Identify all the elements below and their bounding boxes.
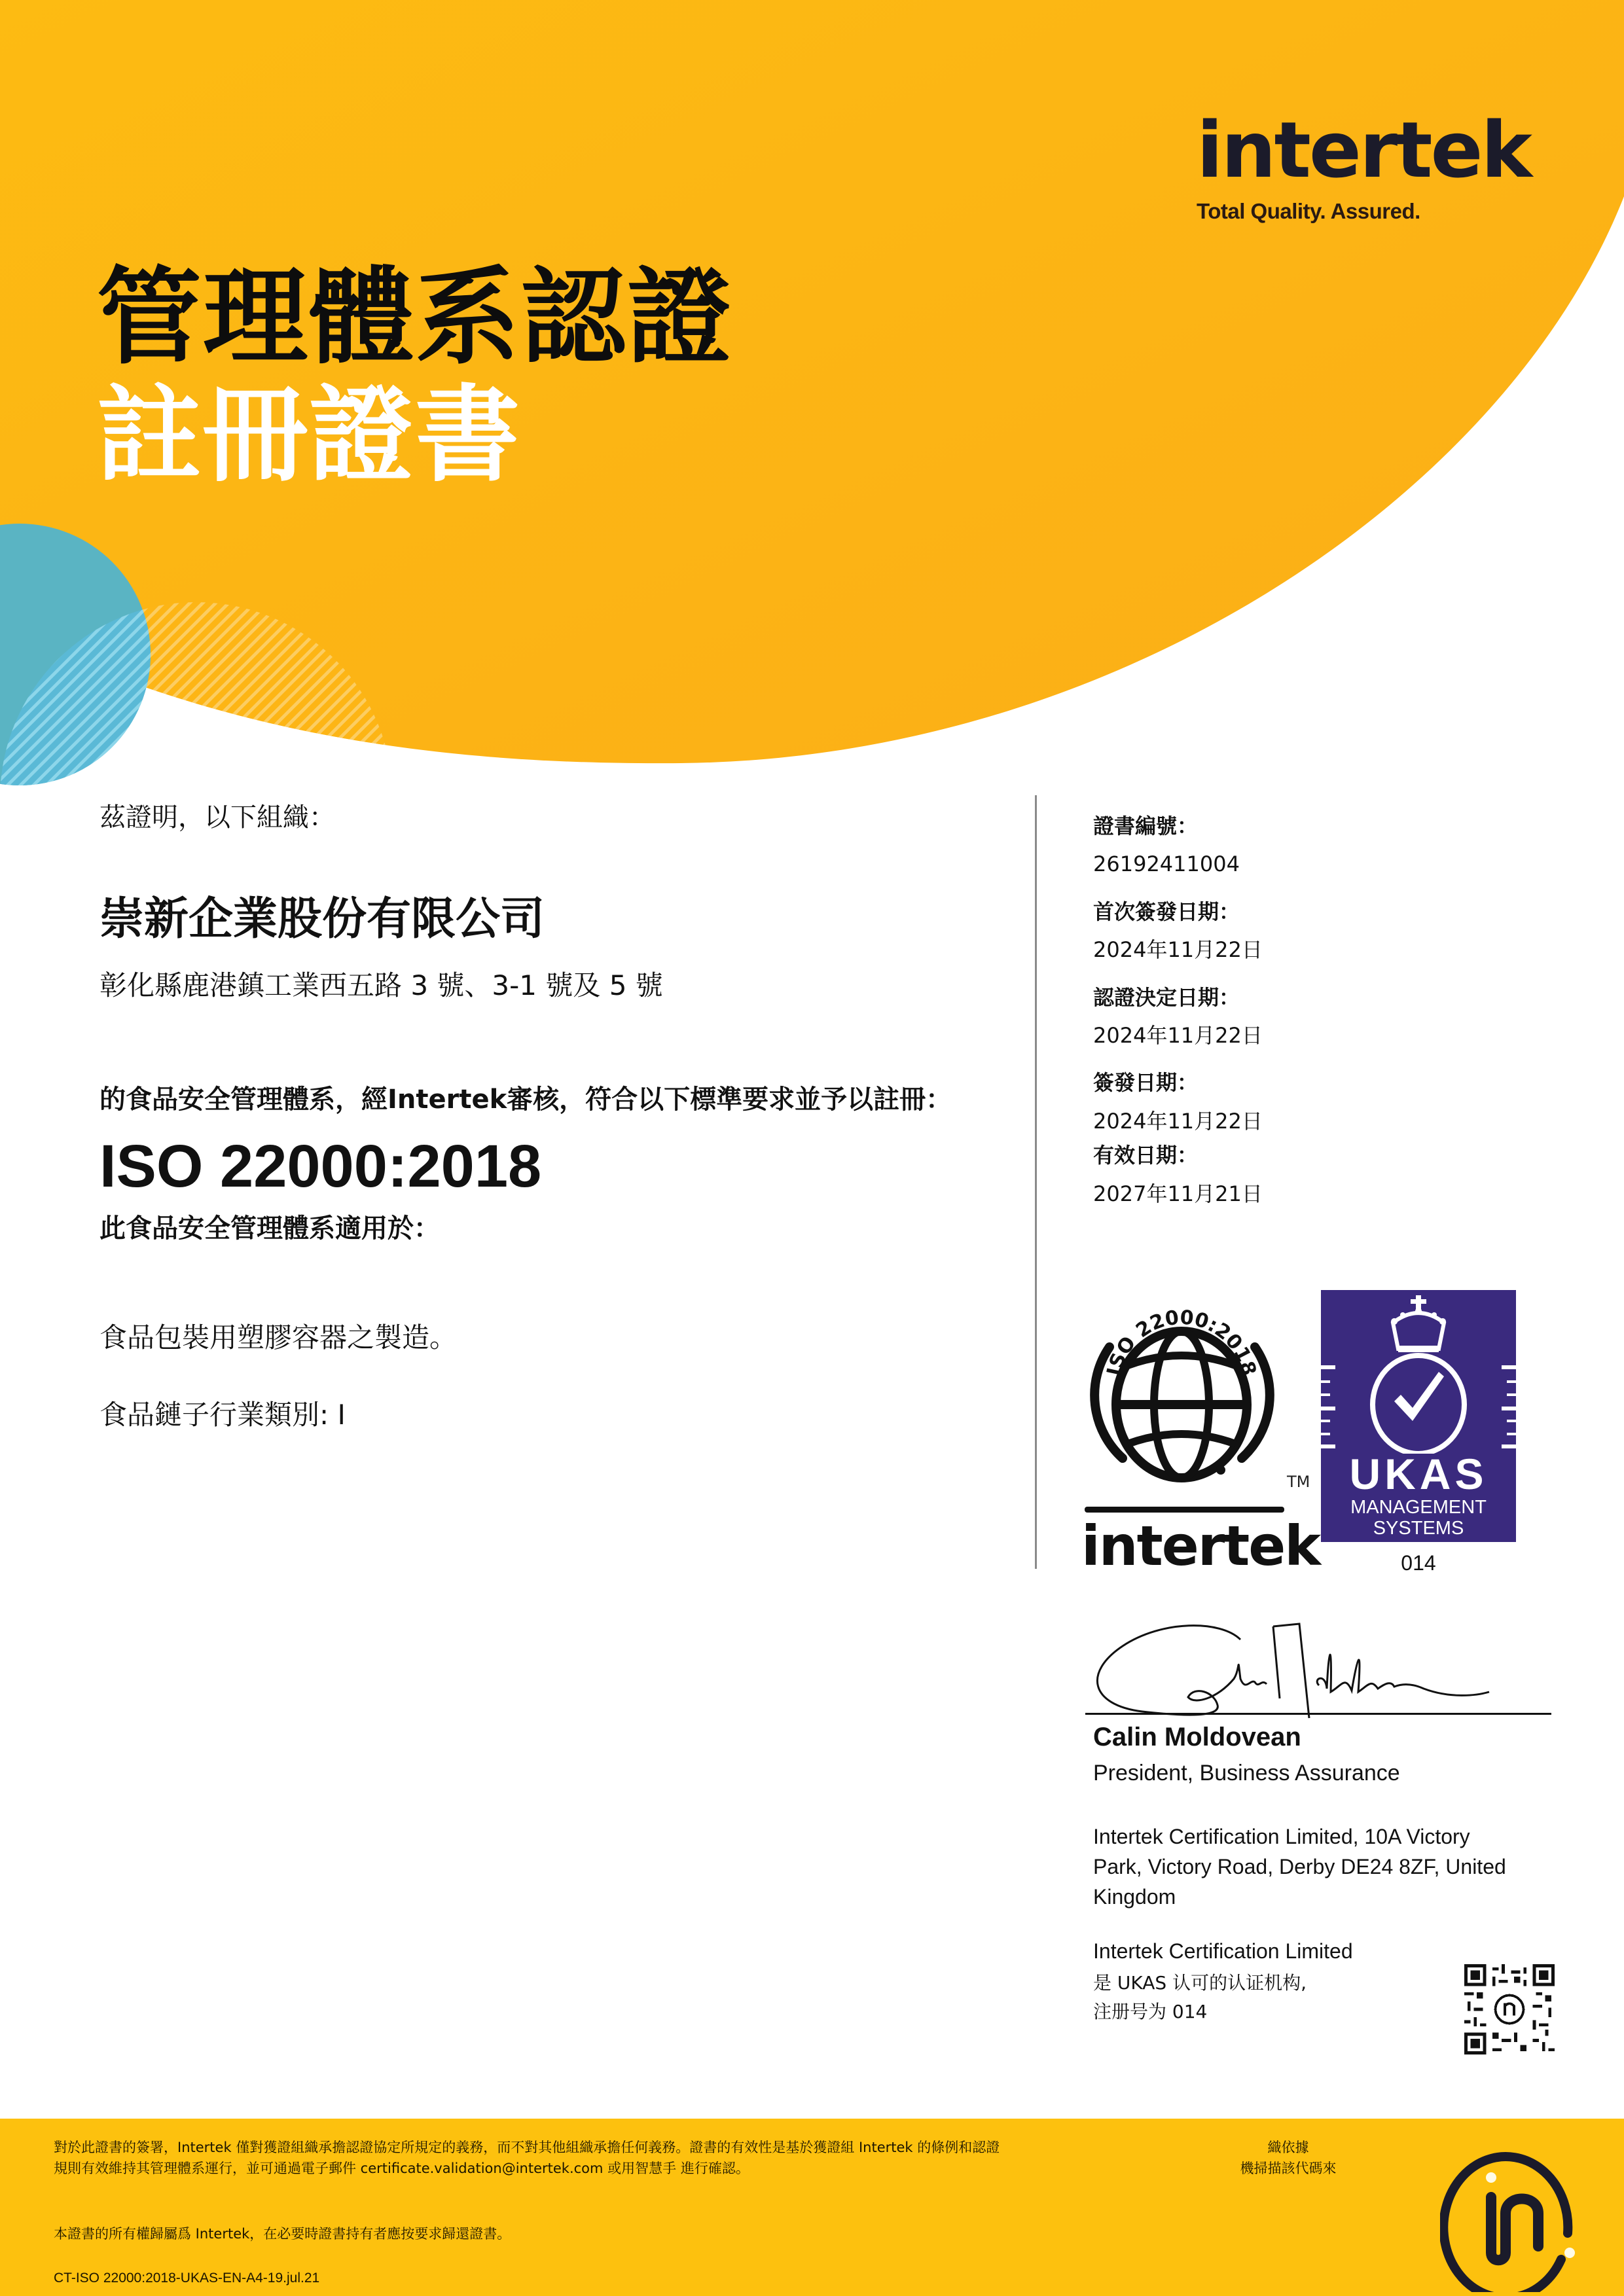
intertek-in-circle-icon — [1440, 2135, 1584, 2292]
signature-image — [1083, 1607, 1555, 1725]
info-value: 2024年11月22日 — [1093, 1022, 1263, 1048]
certificate-info-panel — [1093, 814, 1551, 1229]
signatory-title: President, Business Assurance — [1093, 1761, 1400, 1785]
info-certificate-number — [1093, 814, 1551, 877]
qr-code-icon[interactable] — [1464, 1964, 1555, 2054]
info-label: 證書編號： — [1093, 814, 1199, 838]
ukas-crown-check-icon — [1321, 1290, 1516, 1454]
info-value: 2024年11月22日 — [1093, 937, 1263, 963]
logo-tagline: Total Quality. Assured. — [1197, 199, 1420, 223]
ukas-number: 014 — [1401, 1551, 1436, 1575]
footer-form-code: CT-ISO 22000:2018-UKAS-EN-A4-19.jul.21 — [54, 2270, 320, 2286]
standard-intro: 的食品安全管理體系，經Intertek審核，符合以下標準要求並予以註冊： — [99, 1085, 952, 1115]
certification-body-name: Intertek Certification Limited — [1093, 1939, 1353, 1963]
certify-intro: 茲證明，以下組織： — [99, 802, 335, 833]
scan-line2: 機掃描該代碼來 — [1240, 2161, 1337, 2176]
scope-intro: 此食品安全管理體系適用於： — [99, 1213, 440, 1244]
signature-line — [1085, 1713, 1551, 1715]
signatory-name: Calin Moldovean — [1093, 1723, 1301, 1751]
info-label: 簽發日期： — [1093, 1070, 1199, 1096]
certificate-title-line2: 註冊證書 — [97, 374, 522, 496]
iso-badge-brand: intertek — [1081, 1514, 1320, 1578]
certificate-body — [99, 802, 1016, 1432]
badge-rule — [1085, 1507, 1284, 1513]
footer-band — [0, 2119, 1624, 2296]
info-value: 26192411004 — [1093, 852, 1240, 877]
info-issue-date — [1093, 1070, 1551, 1134]
accreditation-statement — [1093, 1969, 1375, 2026]
accreditation-line2: 注册号为 014 — [1093, 2001, 1208, 2022]
info-expiry-date — [1093, 1143, 1551, 1206]
scan-line1: 織依據 — [1267, 2140, 1309, 2155]
company-address: 彰化縣鹿港鎮工業西五路 3 號、3-1 號及 5 號 — [99, 969, 663, 1001]
standard-name: ISO 22000:2018 — [99, 1133, 542, 1200]
accreditation-line1: 是 UKAS 认可的认证机构, — [1093, 1972, 1307, 1994]
info-certification-decision-date — [1093, 985, 1551, 1049]
certification-body-address: Intertek Certification Limited, 10A Victory Park, Victory Road, Derby DE24 8ZF, United Kingdom — [1093, 1825, 1506, 1909]
svg-text:ISO 22000:2018 — [1103, 1306, 1261, 1378]
info-value: 2024年11月22日 — [1093, 1108, 1263, 1134]
footer-validity-notice: 對於此證書的簽署，Intertek 僅對獲證組織承擔認證協定所規定的義務，而不對其他組織承擔任何義務。證書的有效性是基於獲證組 Intertek 的條例和認證規則有效維持其管理體系運行，並可通過電子郵件 certificate.validation@intertek.com 或用智慧手 進行確認。 — [54, 2140, 1000, 2176]
trademark-symbol: TM — [1287, 1473, 1310, 1491]
info-label: 有效日期： — [1093, 1143, 1199, 1168]
logo-wordmark: intertek — [1197, 105, 1530, 195]
ukas-accreditation-badge — [1321, 1290, 1516, 1542]
food-chain-category: 食品鏈子行業類別: I — [99, 1399, 346, 1431]
iso-certification-globe-icon — [1083, 1288, 1280, 1498]
info-label: 認證決定日期： — [1093, 984, 1240, 1010]
ukas-wordmark: UKAS — [1349, 1450, 1488, 1498]
intertek-logo — [1197, 105, 1530, 224]
company-name: 崇新企業股份有限公司 — [99, 893, 545, 945]
scope-text: 食品包裝用塑膠容器之製造。 — [99, 1321, 458, 1354]
info-value: 2027年11月21日 — [1093, 1181, 1263, 1206]
footer-ownership-notice: 本證書的所有權歸屬爲 Intertek，在必要時證書持有者應按要求歸還證書。 — [54, 2226, 511, 2242]
ukas-line1: MANAGEMENT — [1350, 1497, 1487, 1518]
info-label: 首次簽發日期： — [1093, 899, 1240, 924]
info-original-issue-date — [1093, 899, 1551, 963]
footer-scan-instruction — [1223, 2137, 1354, 2179]
ukas-line2: SYSTEMS — [1373, 1518, 1464, 1539]
iso-badge-top-text: ISO 22000:2018 — [1102, 1306, 1261, 1378]
column-divider — [1035, 795, 1037, 1569]
certificate-title-line1: 管理體系認證 — [97, 256, 734, 378]
